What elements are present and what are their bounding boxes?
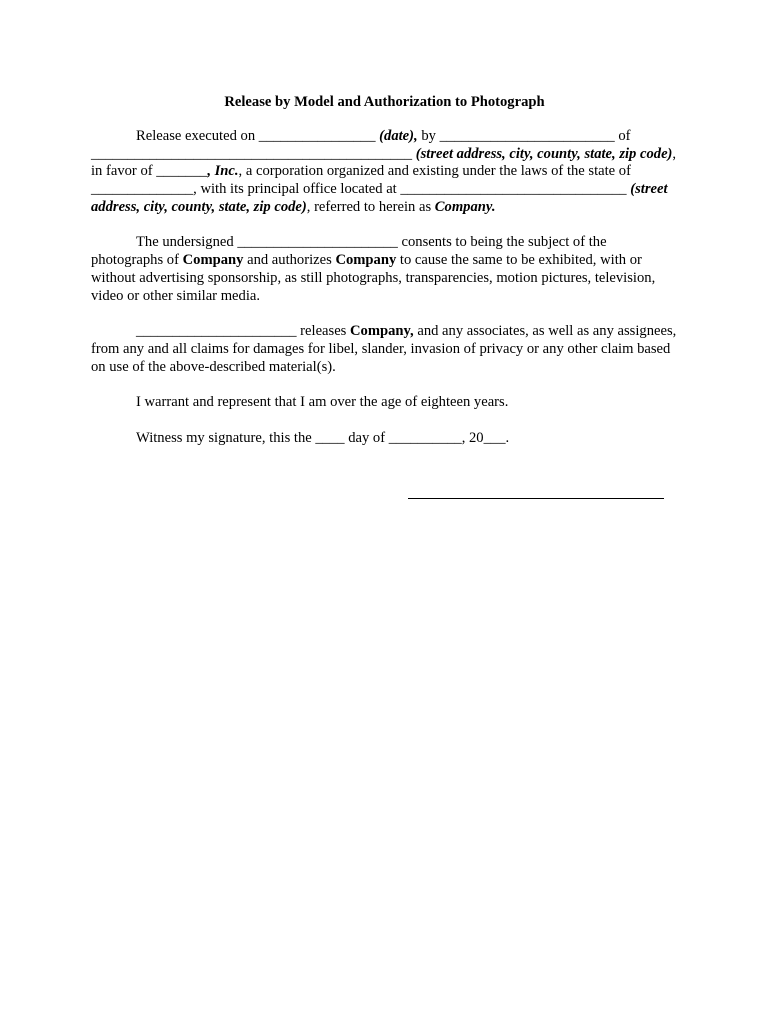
p1-date-label: (date),	[379, 127, 418, 144]
signature-line	[408, 498, 664, 499]
p1-text-4: , a corporation organized and existing under the laws of the state of ______________, with its principal office located at _______________________________	[91, 163, 631, 198]
p3-text-2: and any associates, as well as any assignees, from any and all claims for damages for libel, slander, invasion of privacy or any other claim based on use of the above-described material(s).	[91, 323, 677, 375]
p3-company: Company,	[350, 323, 414, 340]
p1-text-3: , in favor of _______	[91, 145, 677, 180]
p1-text-1: Release executed on ________________	[136, 127, 380, 144]
paragraph-release-executed	[91, 128, 678, 217]
p2-text-1: The undersigned ______________________ consents to being the subject of the photographs of	[91, 234, 607, 269]
paragraph-consent	[91, 234, 678, 305]
p1-company-label: Company.	[434, 198, 496, 215]
p1-address-label-1: (street address, city, county, state, zip code)	[415, 145, 673, 162]
paragraph-age-warranty: I warrant and represent that I am over the age of eighteen years.	[136, 394, 509, 411]
p1-inc-label: , Inc.	[207, 163, 239, 180]
p3-text-1: ______________________ releases	[136, 323, 351, 340]
p2-company-1: Company	[182, 252, 244, 269]
document-title: Release by Model and Authorization to Photograph	[224, 94, 545, 110]
p2-text-3: to cause the same to be exhibited, with or without advertising sponsorship, as still photographs, transparencies, motion pictures, television, video or other similar media.	[91, 252, 656, 304]
p2-company-2: Company	[335, 252, 397, 269]
p1-text-5: , referred to herein as	[306, 198, 435, 215]
paragraph-release-claims	[91, 323, 678, 376]
p2-text-2: and authorizes	[243, 252, 336, 269]
p1-address-label-2: (street address, city, county, state, zip code)	[91, 181, 668, 215]
p1-text-2: by ________________________ of ____________________________________________	[91, 127, 631, 162]
paragraph-witness: Witness my signature, this the ____ day of __________, 20___.	[136, 429, 510, 446]
